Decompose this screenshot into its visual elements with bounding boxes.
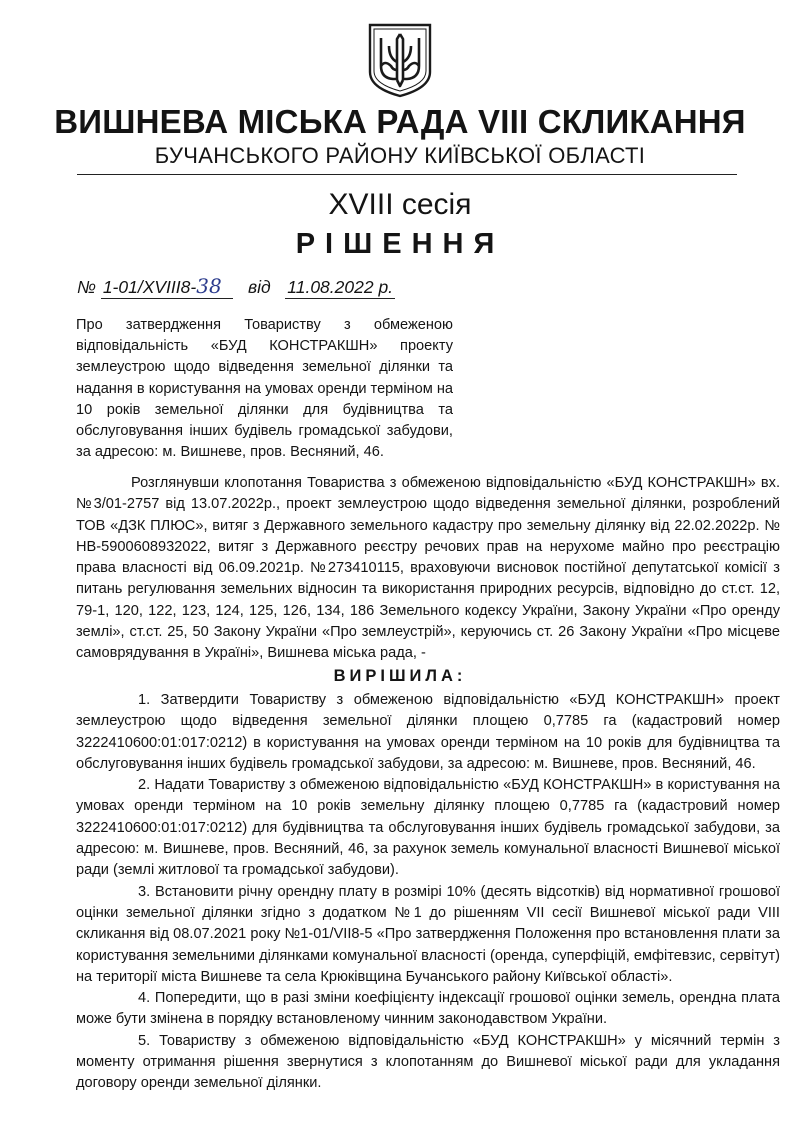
resolution-item: 1. Затвердити Товариству з обмеженою відповідальністю «БУД КОНСТРАКШН» проект землеустрою щодо відведення земельної ділянки площею 0,7785 га (кадастровий номер 3222410600:01:017:0212) в користування на умовах оренди терміном на 10 років для будівництва та обслуговування інших будівель громадської забудови, за адресою: м. Вишневе, пров. Весняний, 46. xyxy=(76,692,780,772)
number-sign: № xyxy=(77,277,96,297)
resolution-item: 5. Товариству з обмеженою відповідальністю «БУД КОНСТРАКШН» у місячний термін з моменту отримання рішення звернутися з клопотанням до Вишневої міської ради для укладання договору оренди земельної ділянки. xyxy=(76,1032,780,1092)
date-label: від xyxy=(248,277,271,297)
resolution-item: 4. Попередити, що в разі зміни коефіцієнту індексації грошової оцінки земель, орендна плата може бути змінена в порядку встановленому чинним законодавством України. xyxy=(76,990,780,1028)
header-divider xyxy=(77,174,737,175)
resolution-items xyxy=(76,690,780,1095)
resolved-heading: ВИРІШИЛА: xyxy=(333,667,467,685)
council-name: ВИШНЕВА МІСЬКА РАДА VIII СКЛИКАННЯ xyxy=(54,103,746,140)
decision-number-line xyxy=(77,274,395,299)
resolution-item: 2. Надати Товариству з обмеженою відповідальністю «БУД КОНСТРАКШН» в користування на умовах оренди терміном на 10 років земельну ділянку площею 0,7785 га (кадастровий номер 3222410600:01:017:0212) для будівництва та обслуговування інших будівель громадської забудови, за адресою: м. Вишневе, пров. Весняний, 46, за рахунок земель комунальної власності Вишневої міської ради (землі житлової та громадської забудови). xyxy=(76,777,780,879)
session-title: XVIII сесія xyxy=(328,188,472,221)
decision-number-handwritten: 38 xyxy=(196,274,222,298)
decision-subject: Про затвердження Товариству з обмеженою відповідальність «БУД КОНСТРАКШН» проекту землеустрою щодо відведення земельної ділянки та надання в користування на умовах оренди терміном на 10 років земельної ділянки для будівництва та обслуговування інших будівель громадської забудови, за адресою: м. Вишневе, пров. Весняний, 46. xyxy=(76,317,454,461)
district-name: БУЧАНСЬКОГО РАЙОНУ КИЇВСЬКОЇ ОБЛАСТІ xyxy=(154,143,646,168)
ukraine-trident-coat-of-arms-icon xyxy=(367,22,433,98)
preamble-paragraph: Розглянувши клопотання Товариства з обмеженою відповідальністю «БУД КОНСТРАКШН» вх.№3/01-2757 від 13.07.2022р., проект землеустрою щодо відведення земельної ділянки, розроблений ТОВ «ДЗК ПЛЮС», витяг з Державного земельного кадастру про земельну ділянку від 22.02.2022р. № НВ-5900608932022, витяг з Державного реєстру речових прав на нерухоме майно про реєстрацію права власності від 06.09.2021р. №273410115, враховуючи висновок постійної депутатської комісії з питань регулювання земельних відносин та використання природних ресурсів, відповідно до ст.ст. 12, 79-1, 120, 122, 123, 124, 125, 126, 134, 186 Земельного кодексу України, Закону України «Про оренду землі», ст.ст. 25, 50 Закону України «Про землеустрій», керуючись ст. 26 Закону України «Про місцеве самоврядування в Україні», Вишнева міська рада, - xyxy=(76,475,780,662)
decision-date: 11.08.2022 р. xyxy=(287,277,394,297)
resolution-item: 3. Встановити річну орендну плату в розмірі 10% (десять відсотків) від нормативної грошової оцінки земельної ділянки згідно з додатком №1 до рішенням VII сесії Вишневої міської ради VIII скликання від 08.07.2021 року №1-01/VII8-5 «Про затвердження Положення про встановлення плати за користування земельними ділянками комунальної власності (оренда, суперфіцій, емфітевзис, сервітут) на території міста Вишневе та села Крюківщина Бучанського району Київської області». xyxy=(76,883,780,985)
decision-number-printed: 1-01/XVIII8- xyxy=(102,277,197,297)
decision-number xyxy=(101,274,234,299)
document-type-title: РІШЕННЯ xyxy=(295,228,505,260)
